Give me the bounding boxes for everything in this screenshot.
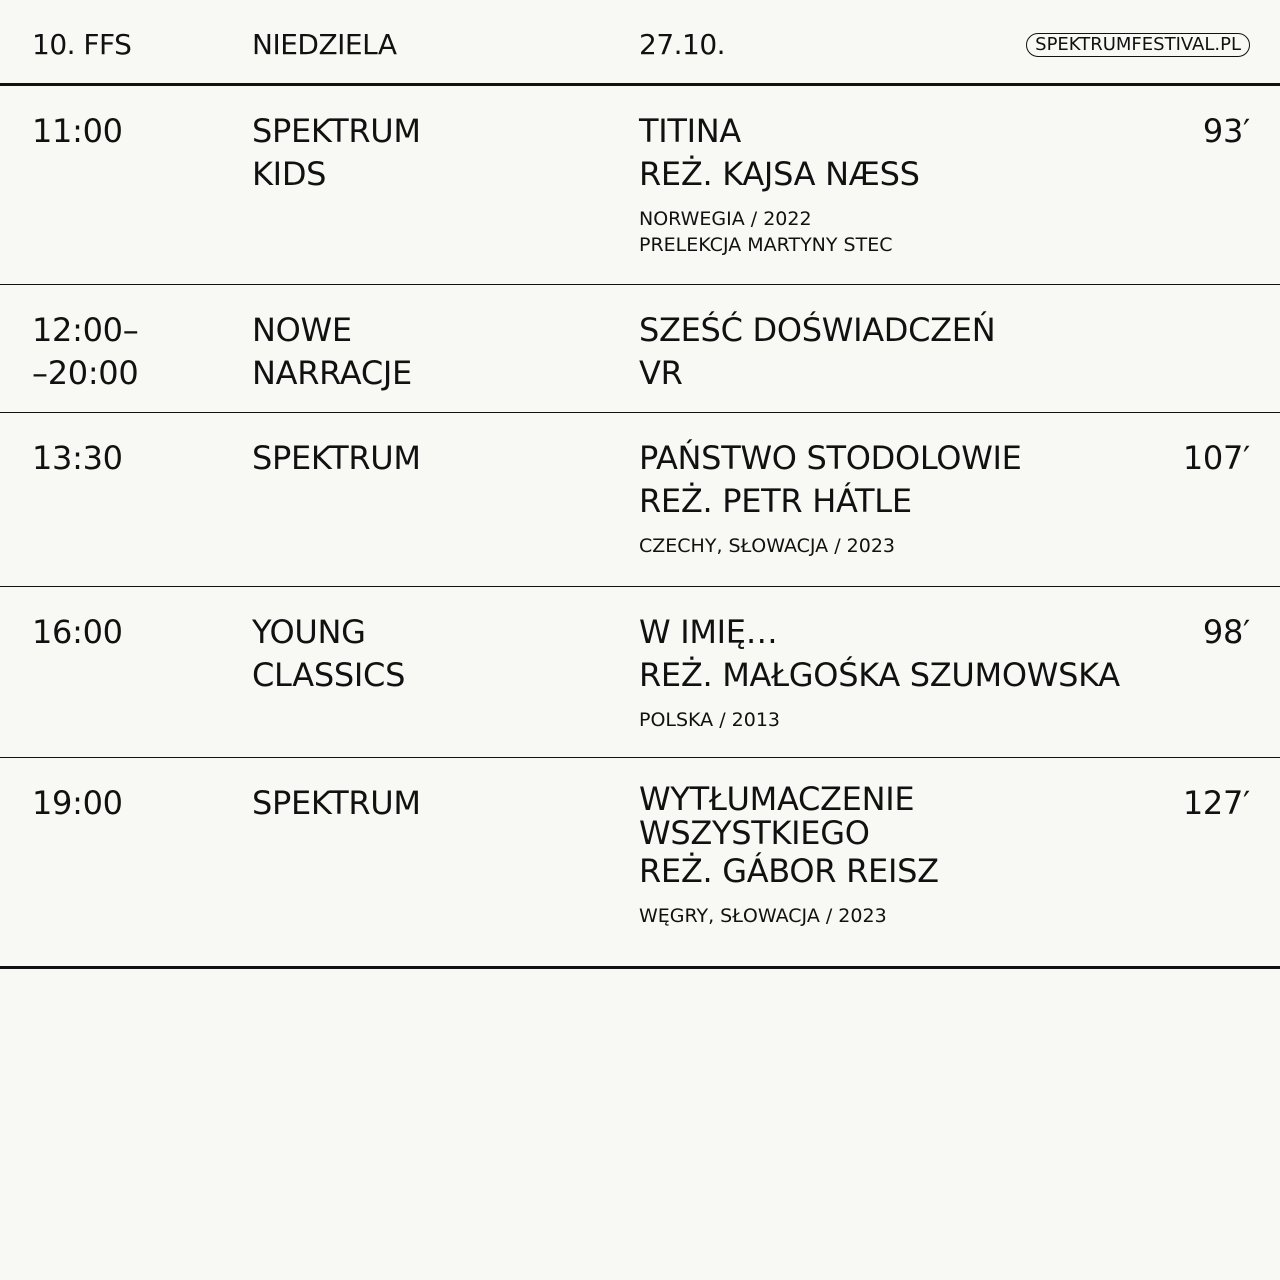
date: 27.10. <box>639 28 726 61</box>
film-director: REŻ. GÁBOR REISZ <box>639 852 939 890</box>
film-info <box>639 110 920 258</box>
time-line: 16:00 <box>32 613 123 651</box>
website-link[interactable]: SPEKTRUMFESTIVAL.PL <box>1026 33 1250 57</box>
time-line: –20:00 <box>32 354 139 392</box>
screening-section <box>252 110 421 196</box>
screening-section <box>252 437 421 480</box>
screening-time <box>32 437 123 480</box>
section-line: CLASSICS <box>252 656 406 694</box>
film-meta <box>639 707 1120 733</box>
screening-row <box>0 285 1280 413</box>
film-duration: 93′ <box>1202 112 1250 150</box>
screening-row <box>0 758 1280 969</box>
schedule-header <box>0 0 1280 86</box>
time-line: 13:30 <box>32 439 123 477</box>
section-line: NOWE <box>252 311 352 349</box>
screening-time <box>32 110 123 153</box>
film-title: WSZYSTKIEGO <box>639 814 870 852</box>
weekday: NIEDZIELA <box>252 28 397 61</box>
screening-time <box>32 611 123 654</box>
film-director: REŻ. MAŁGOŚKA SZUMOWSKA <box>639 656 1120 694</box>
meta-line: WĘGRY, SŁOWACJA / 2023 <box>639 905 887 927</box>
section-line: SPEKTRUM <box>252 112 421 150</box>
film-duration: 127′ <box>1182 784 1250 822</box>
film-info <box>639 782 939 929</box>
meta-line: NORWEGIA / 2022 <box>639 208 812 230</box>
time-line: 19:00 <box>32 784 123 822</box>
meta-line: PRELEKCJA MARTYNY STEC <box>639 234 893 256</box>
screening-section <box>252 611 405 697</box>
film-director: REŻ. KAJSA NÆSS <box>639 155 920 193</box>
film-meta <box>639 206 920 258</box>
time-line: 11:00 <box>32 112 123 150</box>
film-title: PAŃSTWO STODOLOWIE <box>639 439 1022 477</box>
screening-time <box>32 782 123 825</box>
film-title: WYTŁUMACZENIE <box>639 780 915 818</box>
film-duration: 98′ <box>1202 613 1250 651</box>
section-line: SPEKTRUM <box>252 784 421 822</box>
screening-row <box>0 86 1280 285</box>
screening-section <box>252 782 421 825</box>
section-line: KIDS <box>252 155 327 193</box>
film-meta <box>639 903 939 929</box>
film-info <box>639 611 1120 733</box>
screening-section <box>252 309 412 395</box>
film-title: W IMIĘ… <box>639 613 778 651</box>
section-line: YOUNG <box>252 613 366 651</box>
time-line: 12:00– <box>32 311 139 349</box>
film-title: SZEŚĆ DOŚWIADCZEŃ <box>639 311 996 349</box>
film-meta <box>639 533 1022 559</box>
section-line: NARRACJE <box>252 354 412 392</box>
film-info <box>639 437 1022 559</box>
screening-row <box>0 413 1280 587</box>
screening-time <box>32 309 138 395</box>
screening-row <box>0 587 1280 758</box>
film-duration: 107′ <box>1182 439 1250 477</box>
section-line: SPEKTRUM <box>252 439 421 477</box>
film-info <box>639 309 995 395</box>
meta-line: CZECHY, SŁOWACJA / 2023 <box>639 535 895 557</box>
film-title: VR <box>639 354 683 392</box>
festival-edition: 10. FFS <box>32 28 132 61</box>
film-title: TITINA <box>639 112 741 150</box>
film-director: REŻ. PETR HÁTLE <box>639 482 912 520</box>
meta-line: POLSKA / 2013 <box>639 709 781 731</box>
